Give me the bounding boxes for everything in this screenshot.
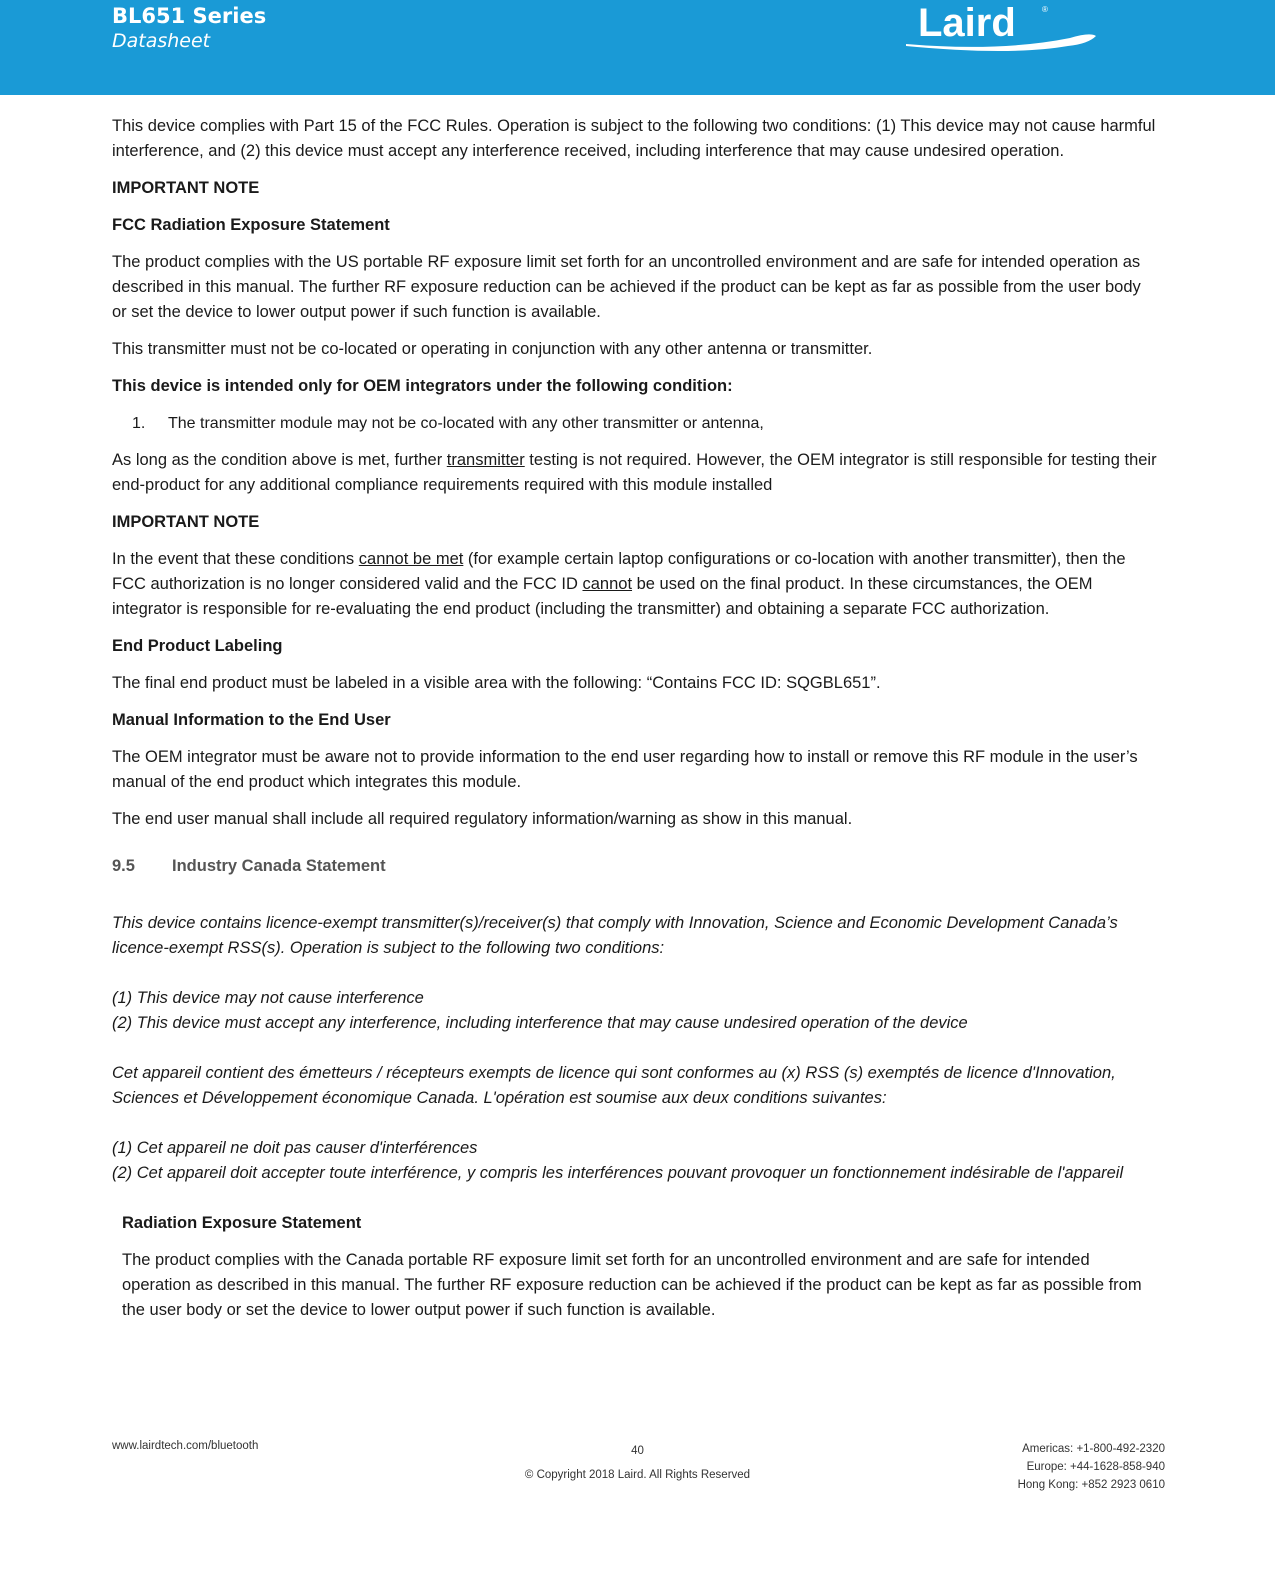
as-long-as-paragraph bbox=[112, 448, 1157, 498]
list-number: 1. bbox=[132, 415, 146, 432]
list-text: The transmitter module may not be co-located with any other transmitter or antenna, bbox=[168, 415, 764, 432]
manual-info-paragraph: The OEM integrator must be aware not to provide information to the end user regarding how to install or remove this RF module in the user’s manual of the end product which integrates this module. bbox=[112, 748, 1138, 791]
ic-statement-en: This device contains licence-exempt transmitter(s)/receiver(s) that comply with Innovation, Science and Economic Development Canada’s licence-exempt RSS(s). Operation is subject to the following two conditions: bbox=[112, 914, 1118, 957]
ic-condition-fr-1: (1) Cet appareil ne doit pas causer d'interférences bbox=[112, 1139, 478, 1157]
underlined-text: cannot bbox=[582, 575, 633, 593]
phone-americas: Americas: +1-800-492-2320 bbox=[1022, 1443, 1165, 1455]
ic-conditions-fr bbox=[112, 1136, 1157, 1186]
series-title: BL651 Series bbox=[112, 4, 267, 28]
condition-list-item bbox=[132, 411, 1157, 436]
text-run: (for example certain laptop configurations or co-location with another transmitter), then the FCC authorization is no longer considered valid and the FCC ID bbox=[112, 550, 1126, 593]
ic-condition-2: (2) This device must accept any interference, including interference that may cause undesired operation of the device bbox=[112, 1014, 968, 1032]
important-note-heading: IMPORTANT NOTE bbox=[112, 179, 260, 197]
text-run: As long as the condition above is met, further bbox=[112, 451, 447, 469]
manual-info-heading: Manual Information to the End User bbox=[112, 711, 391, 729]
radiation-block bbox=[112, 1211, 1157, 1323]
section-number: 9.5 bbox=[112, 857, 135, 875]
fcc-radiation-paragraph: The product complies with the US portable RF exposure limit set forth for an uncontrolled environment and are safe for intended operation as described in this manual. The further RF exposure reduction can be achieved if the product can be kept as far as possible from the user body or set the device to lower output power if such function is available. bbox=[112, 253, 1141, 321]
radiation-heading: Radiation Exposure Statement bbox=[122, 1214, 362, 1232]
event-paragraph bbox=[112, 547, 1157, 622]
labeling-heading: End Product Labeling bbox=[112, 637, 283, 655]
ic-condition-fr-2: (2) Cet appareil doit accepter toute interférence, y compris les interférences pouvant provoquer un fonctionnement indésirable de l'appareil bbox=[112, 1164, 1124, 1182]
underlined-text: cannot be met bbox=[358, 550, 464, 568]
oem-condition-heading: This device is intended only for OEM integrators under the following condition: bbox=[112, 377, 733, 395]
copyright: © Copyright 2018 Laird. All Rights Reserved bbox=[524, 1469, 751, 1481]
ic-statement-fr: Cet appareil contient des émetteurs / récepteurs exempts de licence qui sont conformes au (x) RSS (s) exemptés de licence d'Innovation, Sciences et Développement économique Canada. L'opération est soumise aux deux conditions suivantes: bbox=[112, 1064, 1116, 1107]
fcc-radiation-heading: FCC Radiation Exposure Statement bbox=[112, 216, 390, 234]
section-heading bbox=[112, 854, 1157, 879]
important-note-heading-2: IMPORTANT NOTE bbox=[112, 513, 260, 531]
page-number: 40 bbox=[631, 1445, 644, 1457]
footer-url: www.lairdtech.com/bluetooth bbox=[112, 1440, 259, 1452]
text-run: In the event that these conditions bbox=[112, 550, 359, 568]
radiation-paragraph: The product complies with the Canada portable RF exposure limit set forth for an uncontrolled environment and are safe for intended operation as described in this manual. The further RF exposure reduction can be achieved if the product can be kept as far as possible from the user body or set the device to lower output power if such function is available. bbox=[122, 1251, 1142, 1319]
ic-conditions-en bbox=[112, 986, 1157, 1036]
end-user-paragraph: The end user manual shall include all required regulatory information/warning as show in this manual. bbox=[112, 810, 853, 828]
laird-logo bbox=[900, 0, 1100, 60]
contact-numbers bbox=[1018, 1440, 1165, 1494]
doc-type: Datasheet bbox=[112, 30, 211, 52]
phone-hongkong: Hong Kong: +852 2923 0610 bbox=[1017, 1479, 1165, 1491]
labeling-paragraph: The final end product must be labeled in a visible area with the following: “Contains FCC ID: SQGBL651”. bbox=[112, 674, 881, 692]
page-body bbox=[112, 114, 1157, 1335]
page-header bbox=[0, 0, 1275, 95]
text-run: be used on the final product. In these circumstances, the OEM integrator is responsible for re-evaluating the end product (including the transmitter) and obtaining a separate FCC authorization. bbox=[112, 575, 1093, 618]
logo-text: Laird bbox=[918, 1, 1016, 45]
fcc-compliance-paragraph: This device complies with Part 15 of the FCC Rules. Operation is subject to the following two conditions: (1) This device may not cause harmful interference, and (2) this device must accept any interference received, including interference that may cause undesired operation. bbox=[112, 117, 1156, 160]
section-title: Industry Canada Statement bbox=[172, 857, 386, 875]
ic-condition-1: (1) This device may not cause interference bbox=[112, 989, 424, 1007]
text-run: testing is not required. However, the OEM integrator is still responsible for testing their end-product for any additional compliance requirements required with this module installed bbox=[112, 451, 1157, 494]
colocation-paragraph: This transmitter must not be co-located or operating in conjunction with any other antenna or transmitter. bbox=[112, 340, 873, 358]
logo-registered-mark: ® bbox=[1042, 5, 1048, 14]
phone-europe: Europe: +44-1628-858-940 bbox=[1026, 1461, 1165, 1473]
underlined-text: transmitter bbox=[446, 451, 525, 469]
